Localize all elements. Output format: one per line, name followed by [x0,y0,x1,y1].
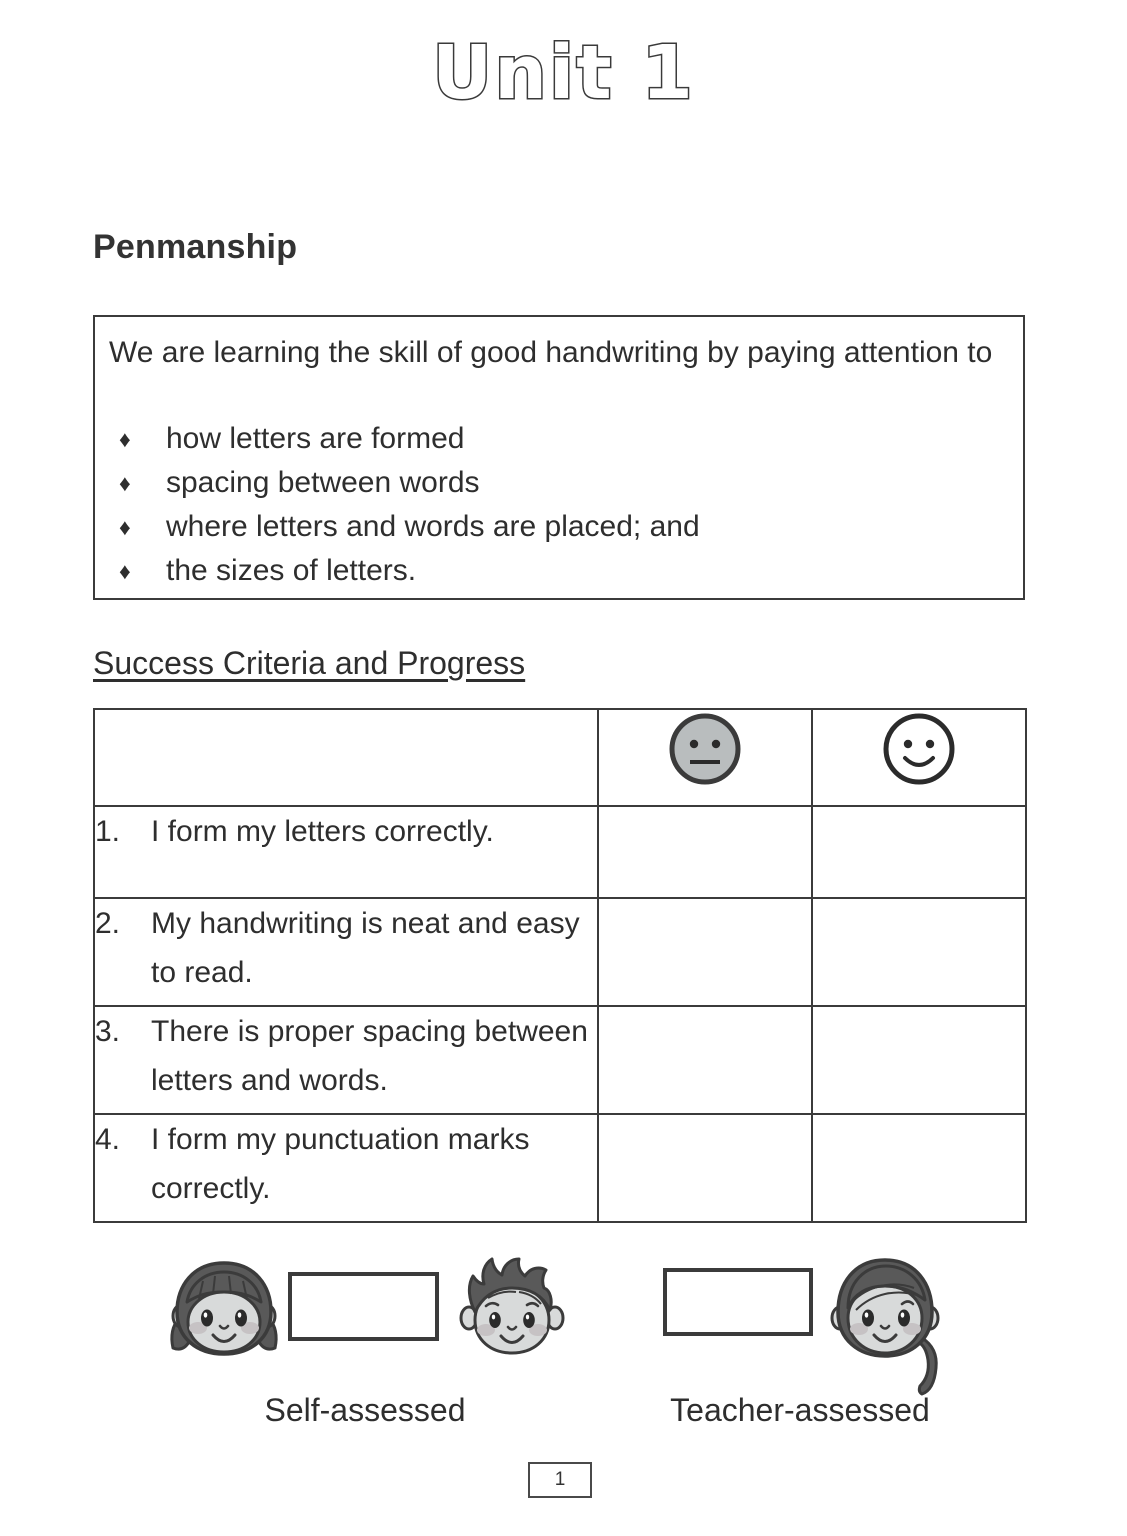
happy-checkbox-cell[interactable] [812,806,1026,898]
page-number: 1 [528,1462,592,1498]
self-assessment-box[interactable] [288,1272,439,1341]
table-row [94,806,1026,898]
list-item-label: how letters are formed [166,422,465,455]
list-item [109,461,999,505]
criteria-header-cell [94,709,598,806]
diamond-bullet-icon: ♦ [119,426,131,452]
learning-intention-list [109,417,999,593]
criteria-number: 4. [95,1123,121,1156]
happy-face-header-cell [812,709,1026,806]
table-row [94,1114,1026,1222]
criteria-text: I form my letters correctly. [151,815,494,848]
neutral-checkbox-cell[interactable] [598,1006,812,1114]
teacher-assessed-label: Teacher-assessed [670,1392,930,1428]
neutral-face-icon [666,710,744,793]
happy-face-icon [880,710,958,793]
girl-face-icon [163,1256,285,1371]
neutral-checkbox-cell[interactable] [598,898,812,1006]
criteria-cell [94,806,598,898]
criteria-cell [94,1006,598,1114]
diamond-bullet-icon: ♦ [119,514,131,540]
success-criteria-heading: Success Criteria and Progress [93,645,526,681]
boy-face-icon [453,1256,571,1369]
happy-checkbox-cell[interactable] [812,1114,1026,1222]
criteria-text: My handwriting is neat and easy to read. [151,907,580,989]
success-criteria-table [93,708,1027,1223]
criteria-cell [94,1114,598,1222]
neutral-checkbox-cell[interactable] [598,1114,812,1222]
list-item-label: the sizes of letters. [166,554,417,587]
neutral-face-header-cell [598,709,812,806]
criteria-text: There is proper spacing between letters and words. [151,1015,588,1097]
criteria-text: I form my punctuation marks correctly. [151,1123,530,1205]
happy-checkbox-cell[interactable] [812,898,1026,1006]
table-row [94,898,1026,1006]
list-item [109,505,999,549]
table-header-row [94,709,1026,806]
list-item-label: where letters and words are placed; and [166,510,700,543]
page-title: Unit 1 [432,30,695,116]
happy-checkbox-cell[interactable] [812,1006,1026,1114]
teacher-face-icon [822,1252,954,1402]
list-item-label: spacing between words [166,466,480,499]
criteria-number: 2. [95,907,121,940]
table-row [94,1006,1026,1114]
list-item [109,549,999,593]
section-heading: Penmanship [93,228,298,266]
list-item [109,417,999,461]
learning-intention-intro: We are learning the skill of good handwriting by paying attention to [109,336,993,369]
teacher-assessment-box[interactable] [663,1268,813,1336]
neutral-checkbox-cell[interactable] [598,806,812,898]
diamond-bullet-icon: ♦ [119,558,131,584]
criteria-number: 3. [95,1015,121,1048]
learning-intention-box [93,315,1025,600]
self-assessed-label: Self-assessed [264,1392,466,1428]
criteria-number: 1. [95,815,121,848]
diamond-bullet-icon: ♦ [119,470,131,496]
criteria-cell [94,898,598,1006]
